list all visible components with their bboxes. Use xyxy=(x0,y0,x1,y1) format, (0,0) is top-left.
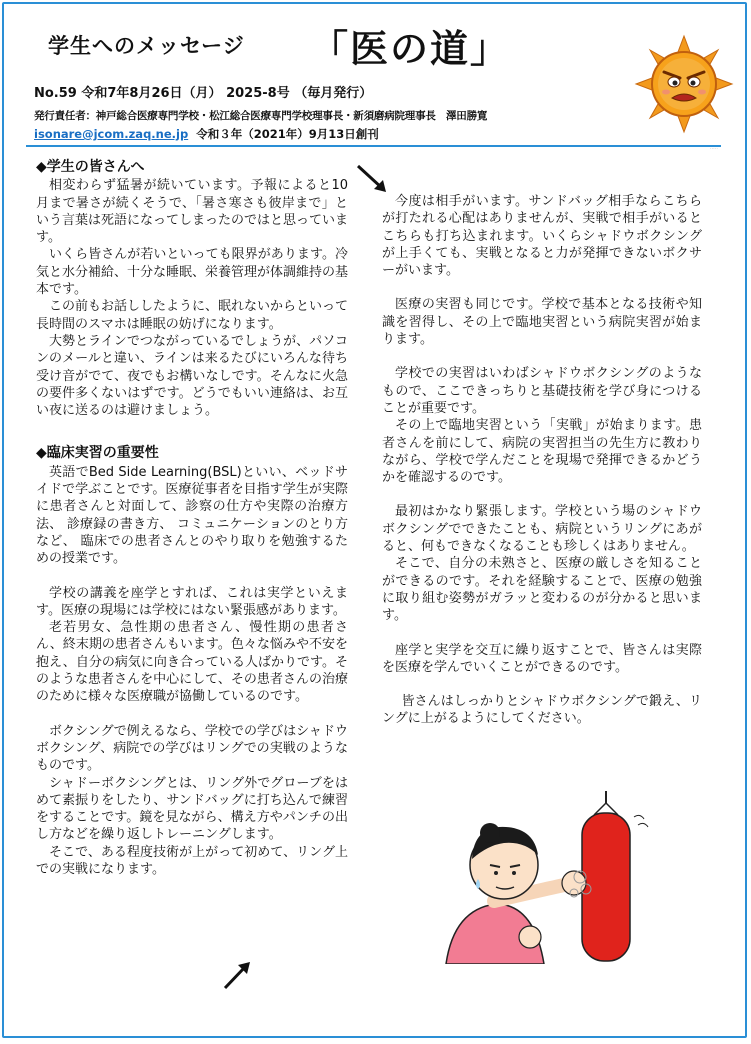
paragraph: 相変わらず猛暑が続いています。予報によると10月まで暑さが続くそうで、「暑さ寒さも彼岸まで」という言葉は死語になってしまったのではと思っています。 xyxy=(36,178,349,246)
paragraph: 学校での実習はいわばシャドウボクシングのようなもので、ここできっちりと基礎技術を学び身につけることが重要です。 xyxy=(382,366,702,416)
paragraph: そこで、ある程度技術が上がって初めて、リング上での実戦になります。 xyxy=(36,844,348,877)
founded-date: 令和３年（2021年）9月13日創刊 xyxy=(196,127,379,141)
contact-info xyxy=(34,126,379,142)
header-divider xyxy=(26,145,721,147)
angry-sun-icon xyxy=(634,34,734,134)
paragraph: 座学と実学を交互に繰り返すことで、皆さんは実際を医療を学んでいくことができるのです。 xyxy=(382,642,702,675)
paragraph: 最初はかなり緊張します。学校という場のシャドウボクシングでできたことも、病院というリングにあがると、何もできなくなることも珍しくはありません。 xyxy=(382,504,702,555)
section-heading-students: ◆学生の皆さんへ xyxy=(36,159,145,175)
arrow-down-right-icon xyxy=(356,164,388,194)
email-link[interactable]: isonare@jcom.zaq.ne.jp xyxy=(34,127,189,141)
arrow-up-right-icon xyxy=(222,959,252,991)
newsletter-page xyxy=(2,2,747,1038)
paragraph: 英語でBed Side Learning(BSL)といい、ベッドサイドで学ぶことです。医療従事者を目指す学生が実際に患者さんと対面して、診察の仕方や実際の治療方法、 診療録の書き方、 コミュニケーションのとり方など、 臨床での患者さんとのやり取りを勉強するための授業です。 xyxy=(36,464,348,567)
paragraph: 皆さんはしっかりとシャドウボクシングで鍛え、リングに上がるようにしてください。 xyxy=(382,694,702,727)
boxer-punching-bag-illustration xyxy=(434,789,669,964)
paragraph: そこで、自分の未熟さと、医療の厳しさを知ることができるのです。それを経験することで、医療の勉強に取り組む姿勢がガラッと変わるのが分かると思います。 xyxy=(382,556,702,624)
paragraph: シャドーボクシングとは、リング外でグローブをはめて素振りをしたり、サンドバッグに打ち込んで練習をすることです。鏡を見ながら、構え方やパンチの出し方などを繰り返しトレーニングします。 xyxy=(36,775,348,843)
issue-info: No.59 令和7年8月26日（月） 2025-8号 （毎月発行） xyxy=(34,86,373,101)
paragraph: 医療の実習も同じです。学校で基本となる技術や知識を習得し、その上で臨地実習という病院実習が始まります。 xyxy=(382,297,702,348)
newsletter-subtitle: 学生へのメッセージ xyxy=(48,34,245,58)
paragraph: 老若男女、急性期の患者さん、慢性期の患者さん、終末期の患者さんもいます。色々な悩みや不安を抱え、自分の病気に向き合っている人ばかりです。そのような患者さんを中心にして、その患者さんの治療のために様々な医療職が協働しているのです。 xyxy=(36,620,348,705)
paragraph: ボクシングで例えるなら、学校での学びはシャドウボクシング、病院での学びはリングでの実戦のようなものです。 xyxy=(36,723,348,774)
paragraph: その上で臨地実習という「実戦」が始まります。患者さんを前にして、病院の実習担当の先生方に教わりながら、学校で学んだことを現場で発揮できるかどうかを確認するのです。 xyxy=(382,418,702,486)
newsletter-title: 「医の道」 xyxy=(310,26,511,71)
section-heading-clinical: ◆臨床実習の重要性 xyxy=(36,445,159,462)
paragraph: いくら皆さんが若いといっても限界があります。冷気と水分補給、十分な睡眠、栄養管理が体調維持の基本です。 xyxy=(36,247,349,298)
publisher-info: 発行責任者：神戸総合医療専門学校・松江総合医療専門学校理事長・新須磨病院理事長 澤田勝寛 xyxy=(34,110,488,122)
paragraph: この前もお話ししたように、眠れないからといって長時間のスマホは睡眠の妨げになります。 xyxy=(36,299,349,332)
paragraph: 学校の講義を座学とすれば、これは実学といえます。医療の現場には学校にはない緊張感があります。 xyxy=(36,585,348,618)
left-column xyxy=(36,159,348,878)
right-column xyxy=(382,193,702,728)
watermark-mark: ····· xyxy=(710,146,718,152)
paragraph: 大勢とラインでつながっているでしょうが、パソコンのメールと違い、ラインは来るたびにいろんな待ち受け音がでて、夜でもお構いなしです。そんなに火急の要件多くないはずです。どうでもいい連絡は、お互い夜に送るのは避けましょう。 xyxy=(36,333,348,419)
paragraph: 今度は相手がいます。サンドバッグ相手ならこちらが打たれる心配はありませんが、実戦で相手がいるとこちらも打ち込まれます。いくらシャドウボクシングが上手くても、実戦となると力が発揮できないボクサーがいます。 xyxy=(382,194,702,279)
